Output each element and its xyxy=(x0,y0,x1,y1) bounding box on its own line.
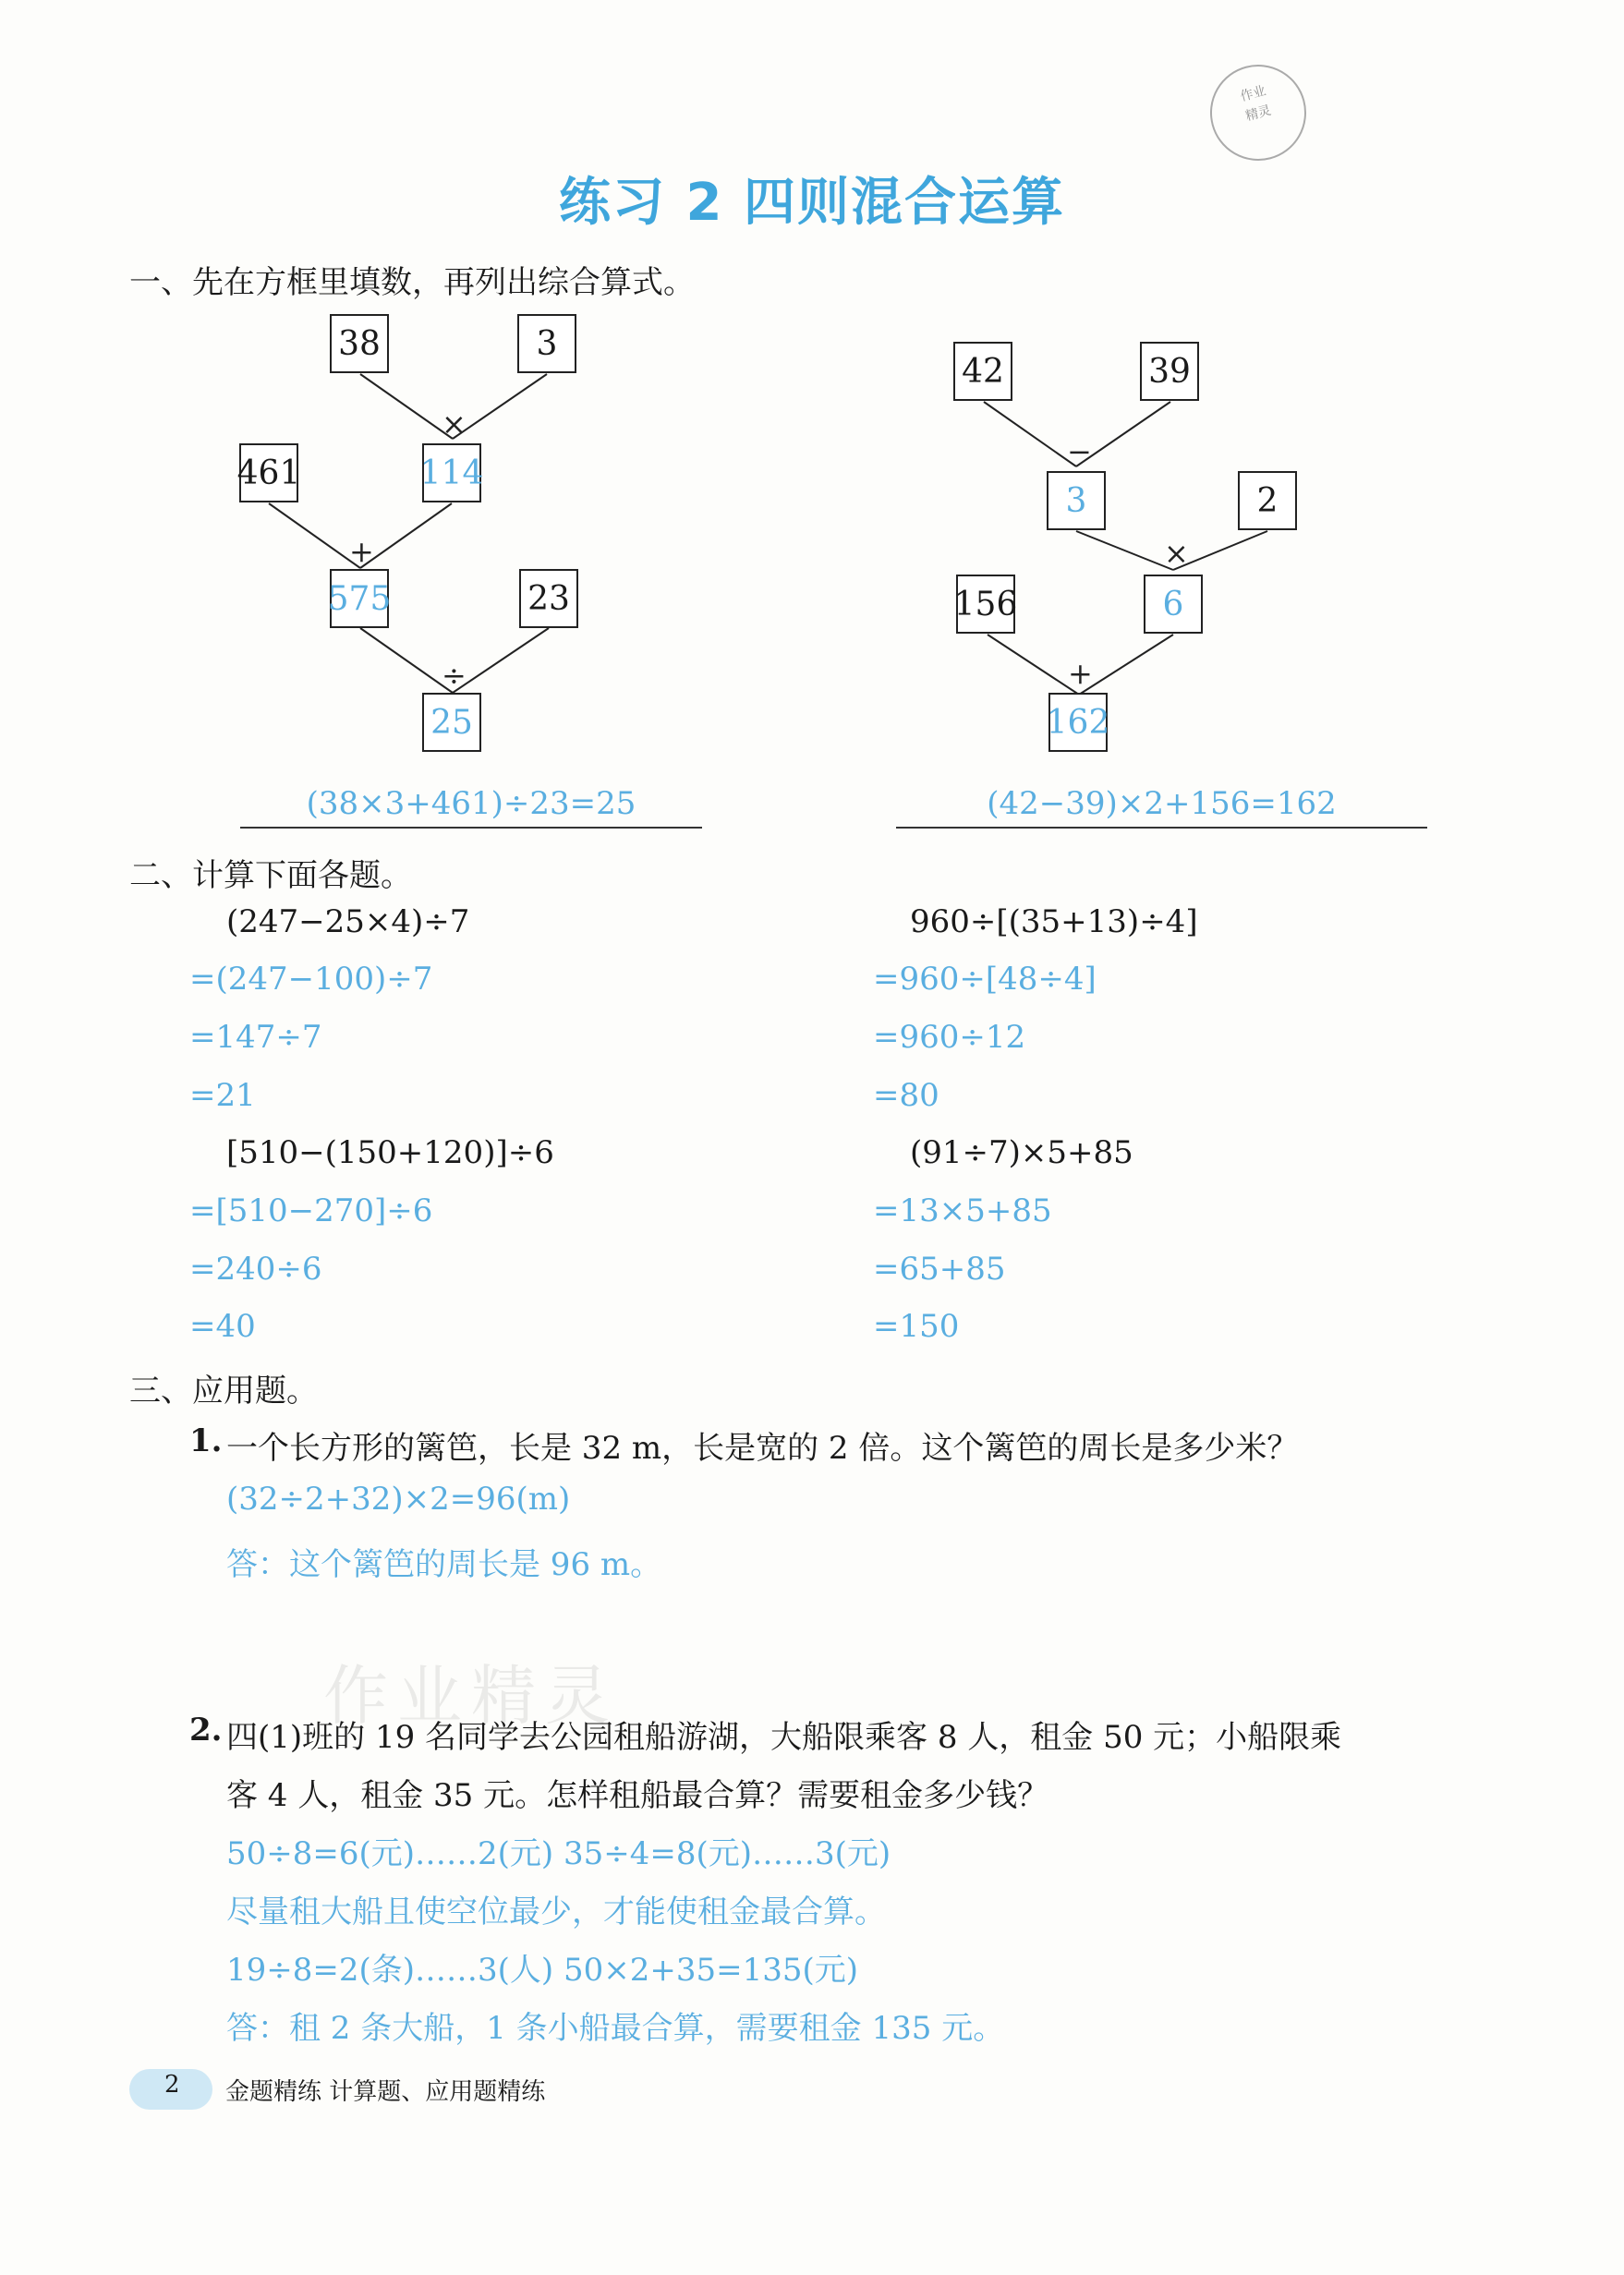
problem2-step2: =960÷12 xyxy=(873,1019,1026,1056)
problem4-step3: =150 xyxy=(873,1308,960,1345)
section2-heading: 二、计算下面各题。 xyxy=(129,857,412,894)
tree1-op2: + xyxy=(349,534,374,569)
tree2-underline xyxy=(896,827,1427,829)
stamp-line1: 作业 xyxy=(1238,83,1268,105)
problem4-question: (91÷7)×5+85 xyxy=(910,1134,1133,1171)
tree2-box-r3: 162 xyxy=(1048,693,1108,752)
q2-text-line2: 客 4 人，租金 35 元。怎样租船最合算？需要租金多少钱？ xyxy=(226,1777,1049,1814)
q2-answer-line2: 尽量租大船且使空位最少，才能使租金最合算。 xyxy=(226,1894,886,1930)
q1-answer-line1: (32÷2+32)×2=96(m) xyxy=(226,1481,571,1518)
tree2-expression: (42−39)×2+156=162 xyxy=(987,785,1337,822)
tree1-box-a: 38 xyxy=(330,314,389,373)
tree2-op2: × xyxy=(1164,536,1189,571)
tree1-box-r2: 575 xyxy=(330,569,389,628)
problem2-question: 960÷[(35+13)÷4] xyxy=(910,903,1198,940)
tree2-box-r1: 3 xyxy=(1047,471,1106,530)
page-number: 2 xyxy=(164,2071,180,2099)
tree2-box-c: 2 xyxy=(1238,471,1297,530)
q2-answer-line4: 答：租 2 条大船，1 条小船最合算，需要租金 135 元。 xyxy=(226,2010,1005,2047)
tree2-box-a: 42 xyxy=(953,342,1012,401)
problem3-step3: =40 xyxy=(189,1308,256,1345)
tree2-op1: − xyxy=(1067,434,1092,469)
tree1-box-d: 23 xyxy=(519,569,578,628)
tree2-box-d: 156 xyxy=(956,575,1015,634)
q1-answer-line2: 答：这个篱笆的周长是 96 m。 xyxy=(226,1546,662,1583)
page-title: 练习 2 四则混合运算 xyxy=(559,173,1065,233)
problem2-step1: =960÷[48÷4] xyxy=(873,961,1097,998)
tree1-box-r1: 114 xyxy=(422,443,481,502)
tree1-box-c: 461 xyxy=(239,443,298,502)
tree1-box-r3: 25 xyxy=(422,693,481,752)
q2-answer-line1: 50÷8=6(元)……2(元) 35÷4=8(元)……3(元) xyxy=(226,1835,891,1872)
watermark: 作业精灵 xyxy=(323,1658,619,1734)
q2-text-line1: 四(1)班的 19 名同学去公园租船游湖，大船限乘客 8 人，租金 50 元；小船限乘 xyxy=(226,1719,1342,1756)
problem4-step2: =65+85 xyxy=(873,1251,1006,1288)
tree2-box-b: 39 xyxy=(1140,342,1199,401)
tree1-underline xyxy=(240,827,702,829)
section3-heading: 三、应用题。 xyxy=(129,1373,318,1410)
problem3-question: [510−(150+120)]÷6 xyxy=(226,1134,554,1171)
q1-text: 一个长方形的篱笆，长是 32 m，长是宽的 2 倍。这个篱笆的周长是多少米？ xyxy=(226,1430,1299,1467)
problem1-step1: =(247−100)÷7 xyxy=(189,961,433,998)
tree1-box-b: 3 xyxy=(517,314,576,373)
problem3-step2: =240÷6 xyxy=(189,1251,322,1288)
problem1-step3: =21 xyxy=(189,1077,256,1114)
tree2-box-r2: 6 xyxy=(1144,575,1203,634)
tree-connector-lines xyxy=(0,0,1624,831)
section1-heading: 一、先在方框里填数，再列出综合算式。 xyxy=(129,264,695,301)
problem1-step2: =147÷7 xyxy=(189,1019,322,1056)
tree1-op1: × xyxy=(442,406,467,442)
problem4-step1: =13×5+85 xyxy=(873,1192,1052,1229)
tree1-op3: ÷ xyxy=(442,658,467,693)
q1-number: 1. xyxy=(189,1422,223,1459)
stamp-line2: 精灵 xyxy=(1243,103,1273,125)
problem1-question: (247−25×4)÷7 xyxy=(226,903,470,940)
problem3-step1: =[510−270]÷6 xyxy=(189,1192,433,1229)
q2-answer-line3: 19÷8=2(条)……3(人) 50×2+35=135(元) xyxy=(226,1952,859,1989)
tree2-op3: + xyxy=(1068,656,1093,691)
tree1-expression: (38×3+461)÷23=25 xyxy=(306,785,636,822)
footer-text: 金题精练 计算题、应用题精练 xyxy=(225,2078,546,2106)
q2-number: 2. xyxy=(189,1712,223,1749)
problem2-step3: =80 xyxy=(873,1077,939,1114)
